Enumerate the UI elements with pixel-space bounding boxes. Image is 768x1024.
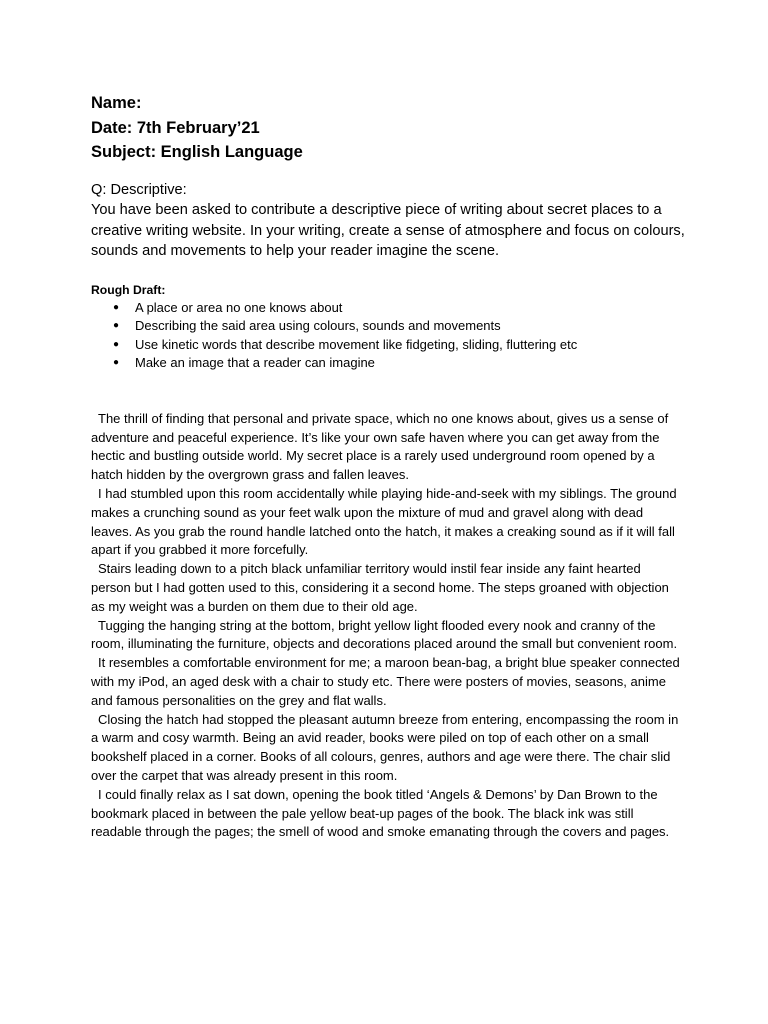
list-item [91, 317, 681, 336]
bullet-icon: ● [113, 338, 120, 350]
list-item [91, 354, 681, 373]
question-prompt: You have been asked to contribute a descriptive piece of writing about secret places to a creative writing website. In your writing, create a sense of atmosphere and focus on colours, sounds and movements to help your reader imagine the scene. [91, 202, 685, 259]
list-item-text: Make an image that a reader can imagine [135, 355, 375, 371]
question-section [91, 180, 691, 262]
question-label: Q: Descriptive: [91, 181, 187, 198]
list-item-text: A place or area no one knows about [135, 299, 343, 315]
rough-draft-section [91, 281, 681, 373]
list-item [91, 299, 681, 318]
name-line: Name: [91, 94, 142, 112]
essay-paragraph: Stairs leading down to a pitch black unfamiliar territory would instil fear inside any faint hearted person but I had gotten used to this, considering it a second home. The steps groaned with objection as my weight was a burden on them due to their old age. [91, 561, 669, 614]
essay-paragraph: I had stumbled upon this room accidentally while playing hide-and-seek with my siblings. The ground makes a crunching sound as your feet walk upon the mixture of mud and gravel along with dead leaves. As you grab the round handle latched onto the hatch, it makes a creaking sound as if it will fall apart if you grabbed it more forcefully. [91, 486, 677, 558]
bullet-icon: ● [113, 320, 120, 332]
subject-line: Subject: English Language [91, 143, 303, 161]
list-item-text: Use kinetic words that describe movement like fidgeting, sliding, fluttering etc [135, 336, 578, 352]
essay-body [91, 410, 681, 842]
essay-paragraph: It resembles a comfortable environment for me; a maroon bean-bag, a bright blue speaker connected with my iPod, an aged desk with a chair to study etc. There were posters of movies, seasons, anime and famous personalities on the grey and flat walls. [91, 655, 680, 708]
document-header [91, 91, 681, 165]
essay-paragraph: The thrill of finding that personal and private space, which no one knows about, gives us a sense of adventure and peaceful experience. It’s like your own safe haven where you can get away from the hectic and bustling outside world. My secret place is a rarely used underground room opened by a hatch hidden by the overgrown grass and fallen leaves. [91, 410, 669, 483]
date-line: Date: 7th February’21 [91, 118, 260, 137]
essay-paragraph: Tugging the hanging string at the bottom, bright yellow light flooded every nook and cranny of the room, illuminating the furniture, objects and decorations placed around the small but convenient room. [91, 617, 678, 652]
document-page [91, 91, 685, 842]
bullet-icon: ● [113, 301, 120, 313]
essay-paragraph: Closing the hatch had stopped the pleasant autumn breeze from entering, encompassing the room in a warm and cosy warmth. Being an avid reader, books were piled on top of each other on a small bookshelf placed in a corner. Books of all colours, genres, authors and age were there. The chair slid over the carpet that was already present in this room. [91, 711, 679, 784]
rough-draft-title: Rough Draft: [91, 282, 166, 297]
list-item-text: Describing the said area using colours, sounds and movements [135, 318, 501, 334]
essay-paragraph: I could finally relax as I sat down, opening the book titled ‘Angels & Demons’ by Dan Brown to the bookmark placed in between the pale yellow beat-up pages of the book. The black ink was still readable through the pages; the smell of wood and smoke emanating through the covers and pages. [91, 786, 670, 840]
list-item [91, 336, 681, 355]
bullet-icon: ● [113, 357, 120, 369]
rough-draft-list [91, 299, 681, 373]
